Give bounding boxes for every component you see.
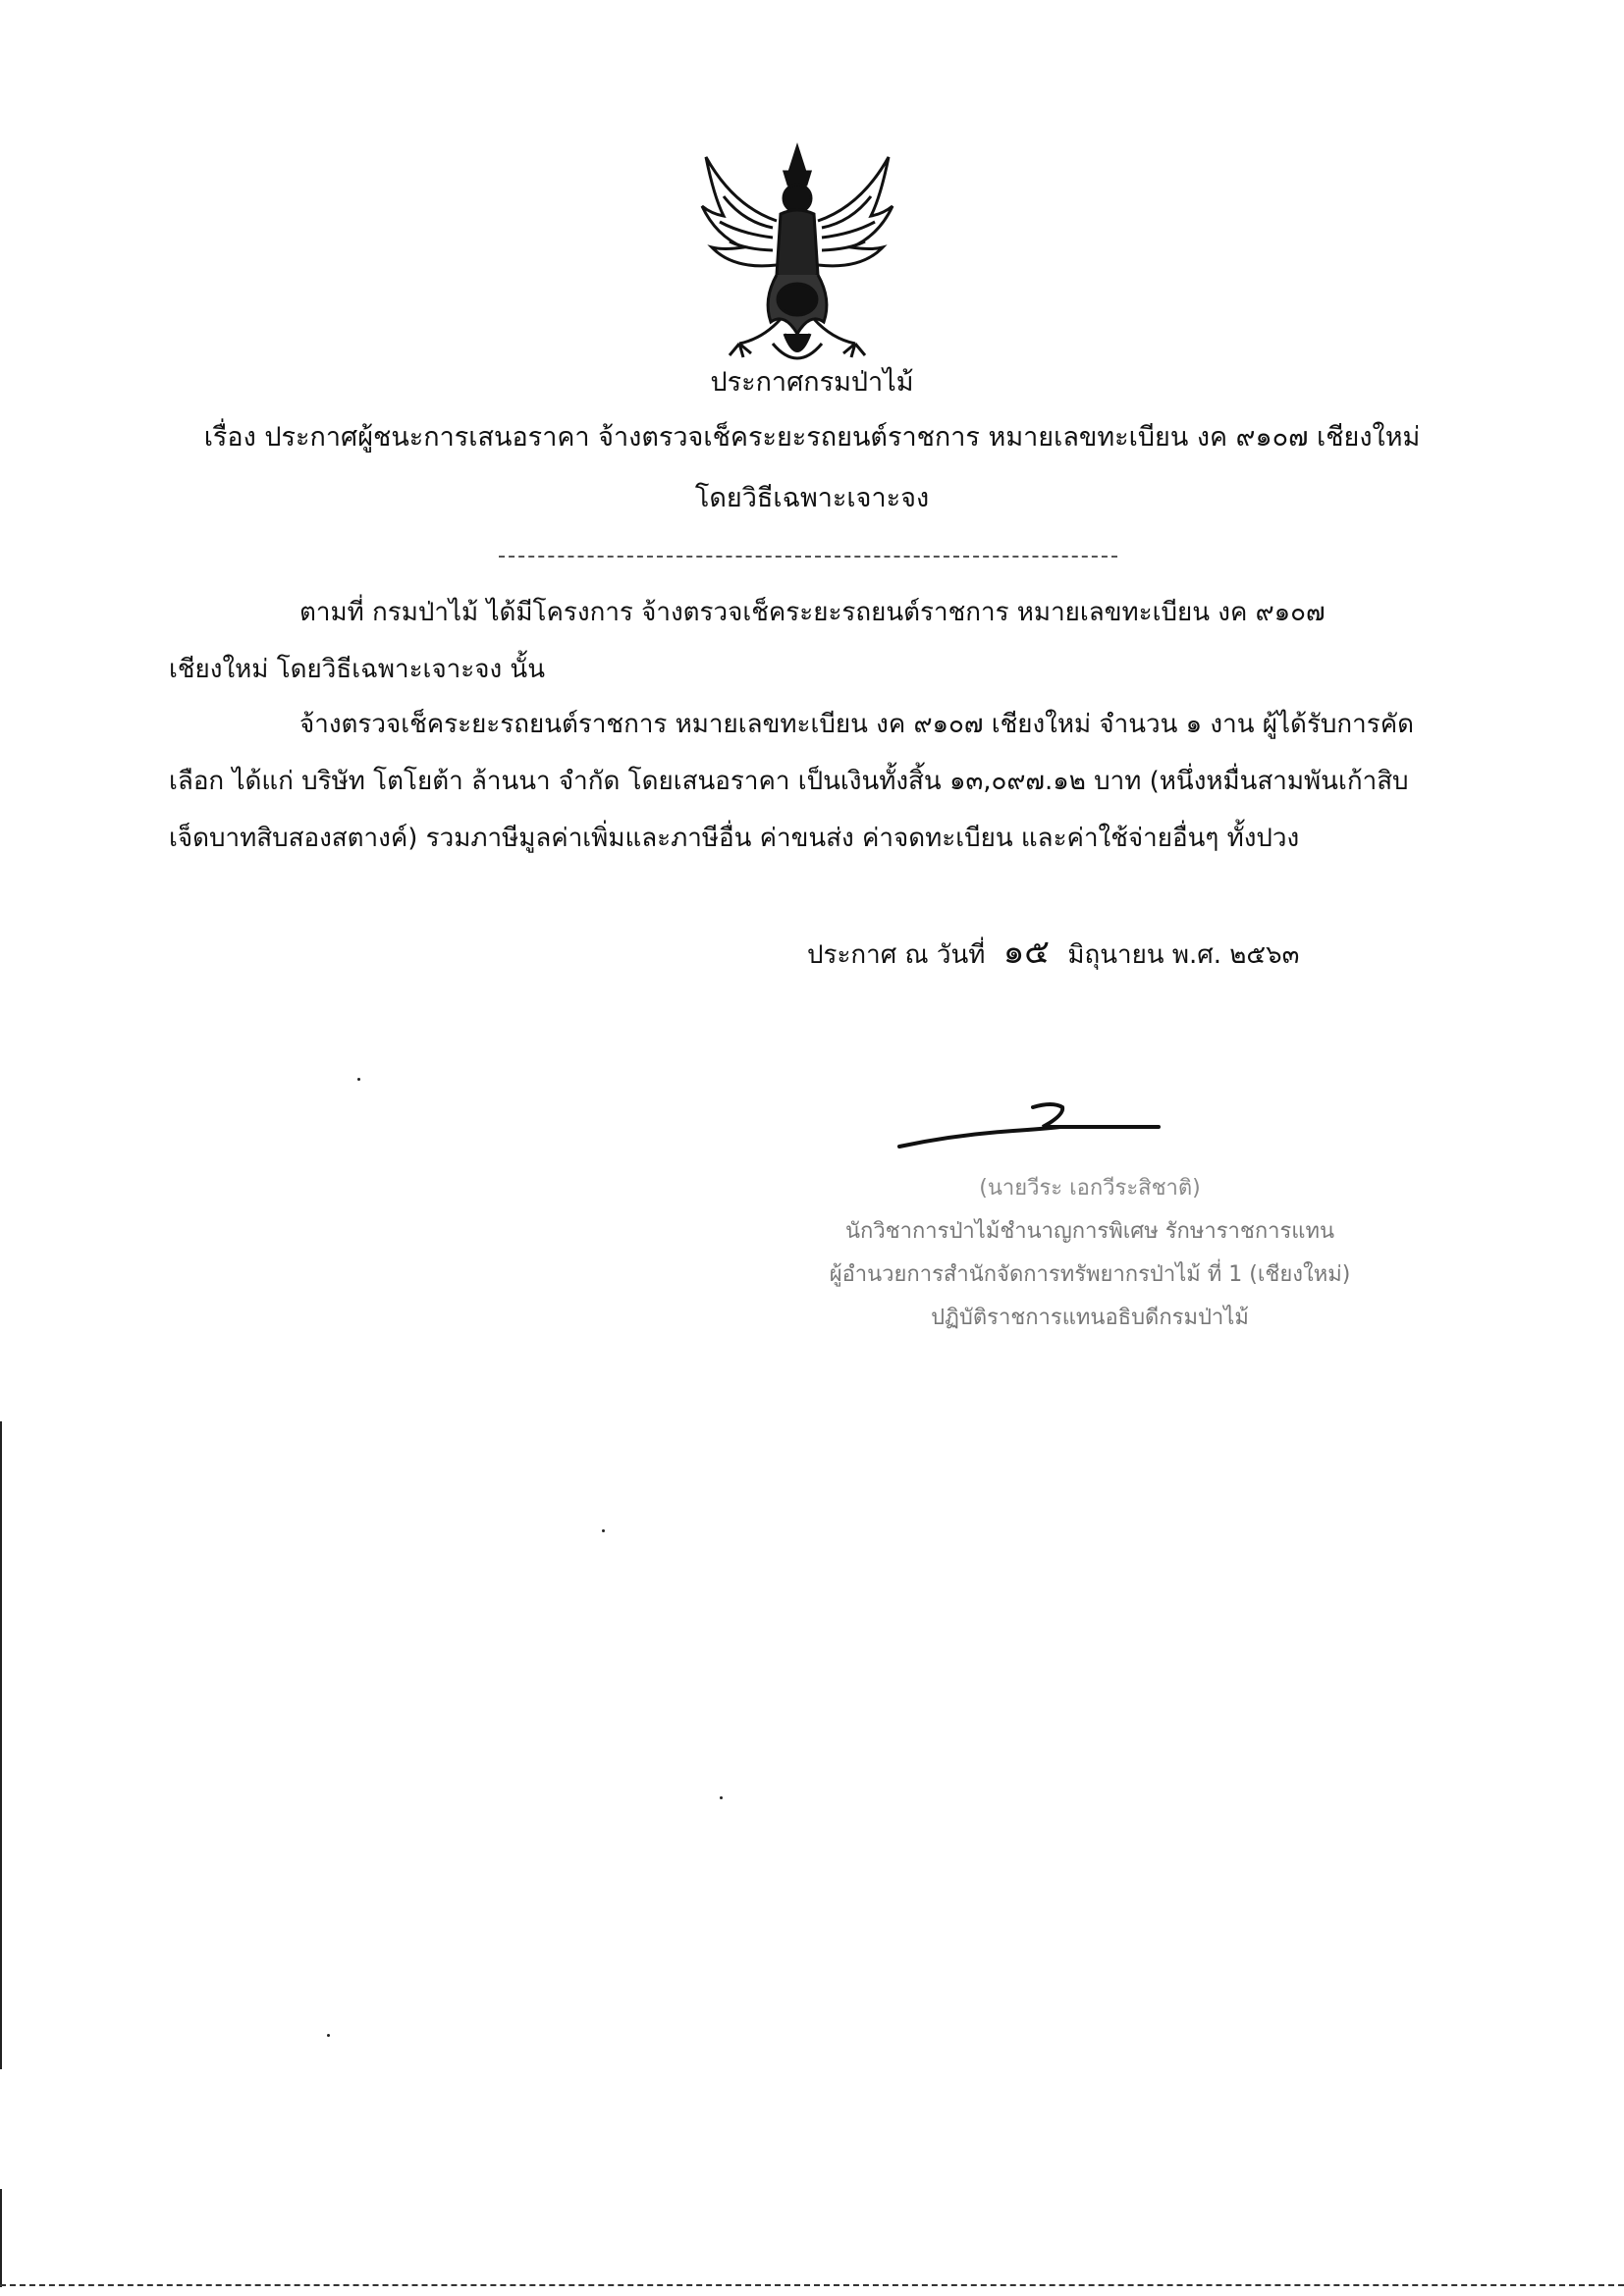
paragraph1-line1: ตามที่ กรมป่าไม้ ได้มีโครงการ จ้างตรวจเช็คระยะรถยนต์ราชการ หมายเลขทะเบียน งค ๙๑๐๗ bbox=[299, 598, 1326, 627]
document-title: ประกาศกรมป่าไม้ bbox=[710, 367, 914, 398]
procurement-method: โดยวิธีเฉพาะเจาะจง bbox=[694, 483, 930, 513]
announcement-date bbox=[807, 934, 1299, 973]
date-month-year: มิถุนายน พ.ศ. ๒๕๖๓ bbox=[1067, 940, 1300, 970]
paragraph2-line3: เจ็ดบาทสิบสองสตางค์) รวมภาษีมูลค่าเพิ่มและภาษีอื่น ค่าขนส่ง ค่าจดทะเบียน และค่าใช้จ่ายอื่นๆ ทั้งปวง bbox=[169, 824, 1300, 853]
date-prefix: ประกาศ ณ วันที่ bbox=[807, 940, 986, 970]
document-subject: เรื่อง ประกาศผู้ชนะการเสนอราคา จ้างตรวจเช็คระยะรถยนต์ราชการ หมายเลขทะเบียน งค ๙๑๐๗ เชียงใหม่ bbox=[203, 422, 1421, 453]
handwritten-signature bbox=[895, 1097, 1163, 1156]
signatory-name: (นายวีระ เอกวีระสิชาติ) bbox=[979, 1176, 1201, 1201]
scan-speck bbox=[327, 2034, 330, 2037]
paragraph2-line1: จ้างตรวจเช็คระยะรถยนต์ราชการ หมายเลขทะเบียน งค ๙๑๐๗ เชียงใหม่ จำนวน ๑ งาน ผู้ได้รับการคัด bbox=[299, 710, 1414, 739]
paragraph2-line2: เลือก ได้แก่ บริษัท โตโยต้า ล้านนา จำกัด โดยเสนอราคา เป็นเงินทั้งสิ้น ๑๓,๐๙๗.๑๒ บาท (หนึ่งหมื่นสามพันเก้าสิบ bbox=[169, 767, 1409, 796]
paragraph1-line2: เชียงใหม่ โดยวิธีเฉพาะเจาะจง นั้น bbox=[169, 655, 545, 684]
scan-left-edge bbox=[0, 2189, 2, 2287]
signatory-position-3: ปฏิบัติราชการแทนอธิบดีกรมป่าไม้ bbox=[931, 1306, 1249, 1330]
scan-left-edge bbox=[0, 1421, 2, 2069]
signatory-position-1: นักวิชาการป่าไม้ชำนาญการพิเศษ รักษาราชการแทน bbox=[844, 1219, 1335, 1244]
header-divider bbox=[499, 556, 1117, 558]
signatory-position-2: ผู้อำนวยการสำนักจัดการทรัพยากรป่าไม้ ที่ 1 (เชียงใหม่) bbox=[829, 1262, 1351, 1287]
scan-speck bbox=[602, 1529, 605, 1532]
scan-bottom-edge bbox=[0, 2284, 1624, 2286]
scan-speck bbox=[720, 1796, 723, 1799]
scan-speck bbox=[357, 1078, 360, 1081]
garuda-emblem bbox=[694, 137, 900, 373]
date-day-handwritten: ๑๕ bbox=[1002, 933, 1051, 972]
